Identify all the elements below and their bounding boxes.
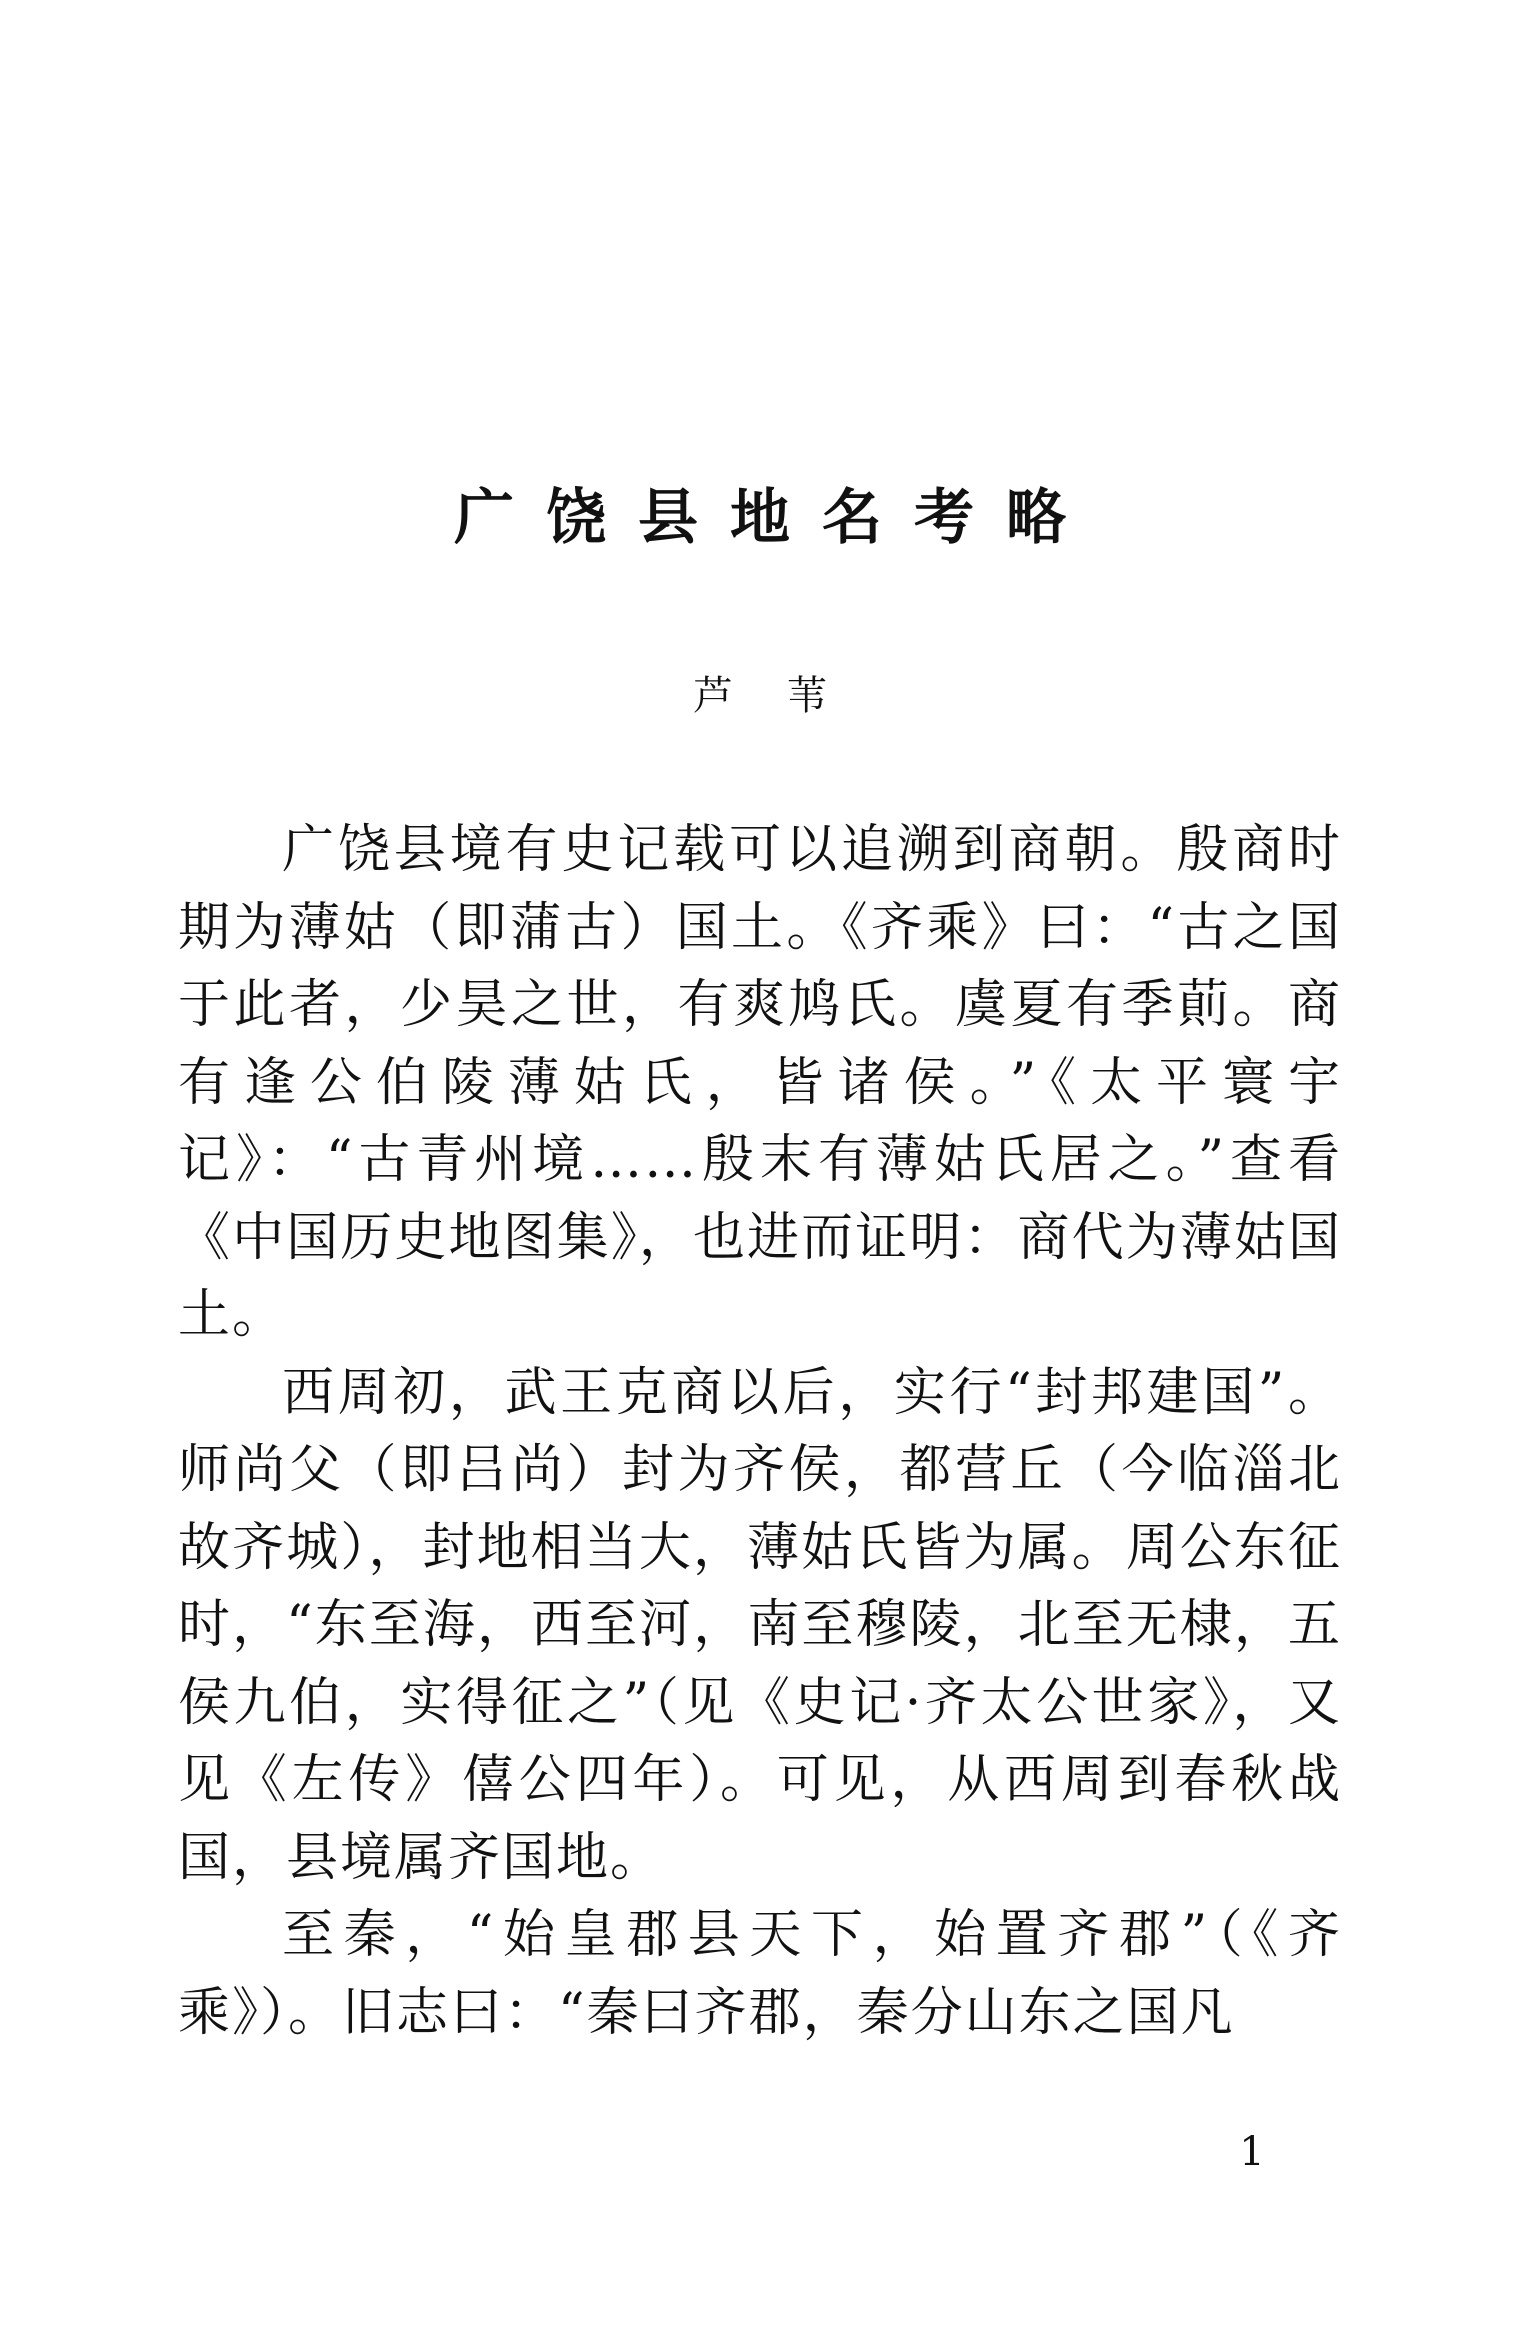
article-author: 芦苇 [693, 673, 881, 719]
article-title: 广饶县地名考略 [454, 483, 1098, 553]
article-body [178, 812, 1342, 2052]
paragraph-3: 至秦，“始皇郡县天下，始置齐郡”（《齐乘》）。旧志曰：“秦曰齐郡，秦分山东之国凡 [178, 1905, 1342, 2043]
paragraph-2: 西周初，武王克商以后，实行“封邦建国”。师尚父（即吕尚）封为齐侯，都营丘（今临淄北故齐城），封地相当大，薄姑氏皆为属。周公东征时，“东至海，西至河，南至穆陵，北至无棣，五侯九伯，实得征之”（见《史记·齐太公世家》，又见《左传》僖公四年）。可见，从西周到春秋战国，县境属齐国地。 [178, 1362, 1342, 1888]
page-number: 1 [1239, 2129, 1265, 2175]
paragraph-1: 广饶县境有史记载可以追溯到商朝。殷商时期为薄姑（即蒲古）国土。《齐乘》曰：“古之国于此者，少昊之世，有爽鸠氏。虞夏有季萴。商有逢公伯陵薄姑氏，皆诸侯。”《太平寰宇记》：“古青州境……殷末有薄姑氏居之。”查看《中国历史地图集》，也进而证明：商代为薄姑国土。 [178, 820, 1342, 1345]
